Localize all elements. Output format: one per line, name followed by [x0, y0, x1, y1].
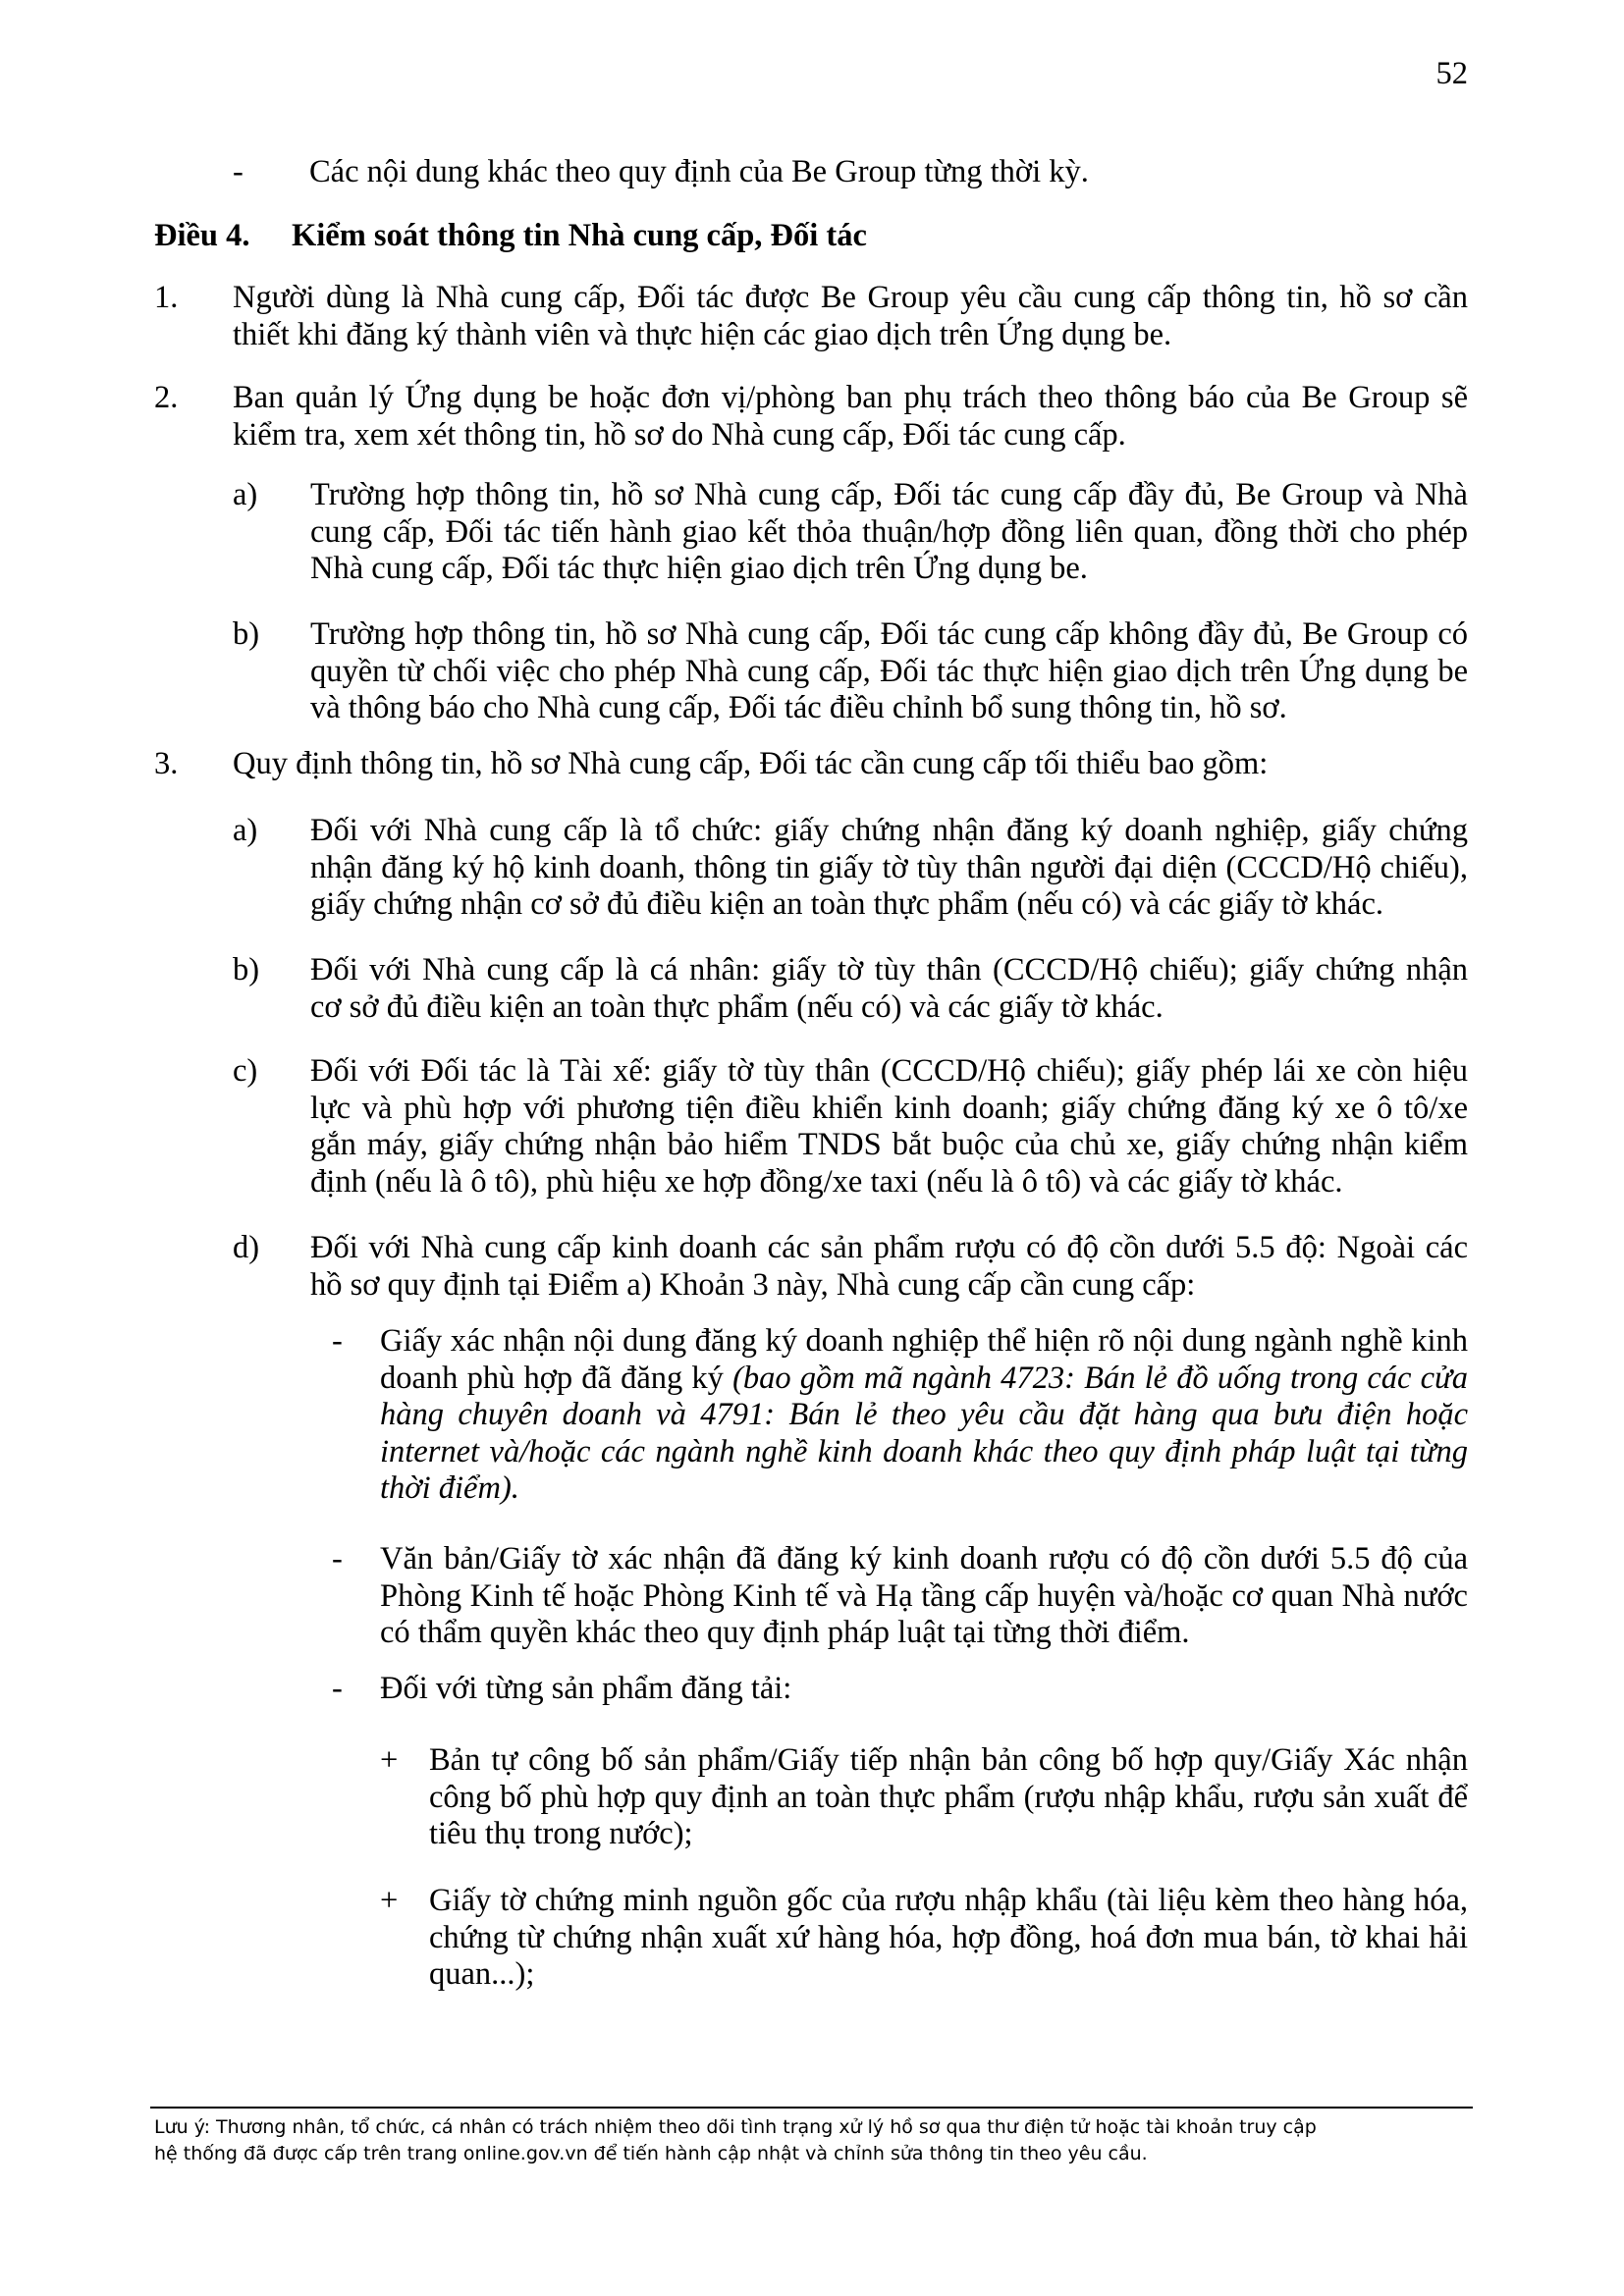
paragraph-line: internet và/hoặc các ngành nghề kinh doanh khác theo quy định pháp luật tại từng: [380, 1433, 1468, 1469]
point-marker: b): [233, 616, 260, 652]
point-marker: b): [233, 952, 260, 988]
paragraph-line: Đối với Đối tác là Tài xế: giấy tờ tùy thân (CCCD/Hộ chiếu); giấy phép lái xe còn hiệu: [310, 1053, 1468, 1089]
dash-marker: -: [332, 1541, 343, 1576]
paragraph-line: kiểm tra, xem xét thông tin, hồ sơ do Nhà cung cấp, Đối tác cung cấp.: [233, 416, 1126, 453]
footer-line: Lưu ý: Thương nhân, tổ chức, cá nhân có trách nhiệm theo dõi tình trạng xử lý hồ sơ qua thư điện tử hoặc tài khoản truy cập: [154, 2116, 1317, 2138]
paragraph-line: Văn bản/Giấy tờ xác nhận đã đăng ký kinh doanh rượu có độ cồn dưới 5.5 độ của: [380, 1541, 1468, 1576]
paragraph-line: tiêu thụ trong nước);: [429, 1816, 693, 1851]
paragraph-line: Phòng Kinh tế hoặc Phòng Kinh tế và Hạ tầng cấp huyện và/hoặc cơ quan Nhà nước: [380, 1577, 1468, 1614]
paragraph-line: Nhà cung cấp, Đối tác thực hiện giao dịch trên Ứng dụng be.: [310, 551, 1088, 586]
paragraph-line: có thẩm quyền khác theo quy định pháp luật tại từng thời điểm.: [380, 1615, 1190, 1650]
italic-text: (bao gồm mã ngành 4723: Bán lẻ đồ uống trong các cửa: [732, 1360, 1468, 1396]
paragraph-line: chứng từ chứng nhận xuất xứ hàng hóa, hợp đồng, hoá đơn mua bán, tờ khai hải: [429, 1919, 1468, 1955]
clause-number: 1.: [154, 280, 179, 315]
article-title: Kiểm soát thông tin Nhà cung cấp, Đối tác: [292, 218, 867, 253]
paragraph-line: thiết khi đăng ký thành viên và thực hiện các giao dịch trên Ứng dụng be.: [233, 316, 1172, 352]
paragraph-line: giấy chứng nhận cơ sở đủ điều kiện an toàn thực phẩm (nếu có) và các giấy tờ khác.: [310, 886, 1384, 922]
regular-text: doanh phù hợp đã đăng ký: [380, 1360, 733, 1396]
paragraph-line: Người dùng là Nhà cung cấp, Đối tác được Be Group yêu cầu cung cấp thông tin, hồ sơ cần: [233, 280, 1468, 315]
paragraph-line: Bản tự công bố sản phẩm/Giấy tiếp nhận bản công bố hợp quy/Giấy Xác nhận: [429, 1742, 1468, 1778]
point-marker: a): [233, 813, 258, 848]
paragraph-line: lực và phù hợp với phương tiện điều khiển kinh doanh; giấy chứng đăng ký xe ô tô/xe: [310, 1090, 1468, 1126]
page-number: 52: [1435, 56, 1468, 91]
paragraph-line: quan...);: [429, 1956, 535, 1992]
paragraph-line: và thông báo cho Nhà cung cấp, Đối tác điều chỉnh bổ sung thông tin, hồ sơ.: [310, 690, 1287, 725]
plus-marker: +: [380, 1742, 399, 1778]
paragraph-line: [380, 1361, 1468, 1398]
clause-number: 2.: [154, 380, 179, 415]
point-marker: d): [233, 1230, 260, 1265]
paragraph-line: Trường hợp thông tin, hồ sơ Nhà cung cấp, Đối tác cung cấp không đầy đủ, Be Group có: [310, 616, 1468, 652]
bullet-marker: -: [233, 154, 244, 189]
article-number: Điều 4.: [154, 218, 250, 253]
paragraph-line: thời điểm).: [380, 1470, 519, 1506]
paragraph-line: Quy định thông tin, hồ sơ Nhà cung cấp, Đối tác cần cung cấp tối thiểu bao gồm:: [233, 746, 1269, 781]
paragraph-line: hồ sơ quy định tại Điểm a) Khoản 3 này, Nhà cung cấp cần cung cấp:: [310, 1266, 1196, 1303]
paragraph-line: cung cấp, Đối tác tiến hành giao kết thỏa thuận/hợp đồng liên quan, đồng thời cho phép: [310, 513, 1468, 550]
paragraph-line: Đối với Nhà cung cấp là cá nhân: giấy tờ tùy thân (CCCD/Hộ chiếu); giấy chứng nhận: [310, 952, 1468, 988]
dash-marker: -: [332, 1671, 343, 1706]
paragraph-line: Giấy tờ chứng minh nguồn gốc của rượu nhập khẩu (tài liệu kèm theo hàng hóa,: [429, 1883, 1468, 1918]
paragraph-line: nhận đăng ký hộ kinh doanh, thông tin giấy tờ tùy thân người đại diện (CCCD/Hộ chiếu),: [310, 849, 1468, 885]
paragraph-line: hàng chuyên doanh và 4791: Bán lẻ theo yêu cầu đặt hàng qua bưu điện hoặc: [380, 1397, 1468, 1432]
point-marker: c): [233, 1053, 258, 1089]
paragraph-line: công bố phù hợp quy định an toàn thực phẩm (rượu nhập khẩu, rượu sản xuất để: [429, 1779, 1468, 1815]
clause-number: 3.: [154, 746, 179, 781]
paragraph-line: cơ sở đủ điều kiện an toàn thực phẩm (nếu có) và các giấy tờ khác.: [310, 988, 1164, 1025]
paragraph-line: Đối với từng sản phẩm đăng tải:: [380, 1671, 792, 1706]
footer-note: [154, 2114, 1489, 2167]
paragraph-line: Giấy xác nhận nội dung đăng ký doanh nghiệp thể hiện rõ nội dung ngành nghề kinh: [380, 1323, 1468, 1359]
point-marker: a): [233, 477, 258, 512]
paragraph-line: quyền từ chối việc cho phép Nhà cung cấp, Đối tác thực hiện giao dịch trên Ứng dụng be: [310, 653, 1468, 689]
paragraph-line: Đối với Nhà cung cấp là tổ chức: giấy chứng nhận đăng ký doanh nghiệp, giấy chứng: [310, 813, 1468, 848]
paragraph-line: định (nếu là ô tô), phù hiệu xe hợp đồng/xe taxi (nếu là ô tô) và các giấy tờ khác.: [310, 1163, 1343, 1200]
dash-marker: -: [332, 1323, 343, 1359]
paragraph-line: Đối với Nhà cung cấp kinh doanh các sản phẩm rượu có độ cồn dưới 5.5 độ: Ngoài các: [310, 1230, 1468, 1265]
paragraph-line: Trường hợp thông tin, hồ sơ Nhà cung cấp, Đối tác cung cấp đầy đủ, Be Group và Nhà: [310, 477, 1468, 512]
paragraph-line: gắn máy, giấy chứng nhận bảo hiểm TNDS bắt buộc của chủ xe, giấy chứng nhận kiểm: [310, 1127, 1468, 1162]
paragraph-line: Ban quản lý Ứng dụng be hoặc đơn vị/phòng ban phụ trách theo thông báo của Be Group sẽ: [233, 380, 1468, 415]
paragraph-line: Các nội dung khác theo quy định của Be Group từng thời kỳ.: [309, 154, 1089, 189]
footer-divider: [150, 2107, 1473, 2109]
footer-line: hệ thống đã được cấp trên trang online.gov.vn để tiến hành cập nhật và chỉnh sửa thông tin theo yêu cầu.: [154, 2143, 1148, 2164]
plus-marker: +: [380, 1883, 399, 1918]
